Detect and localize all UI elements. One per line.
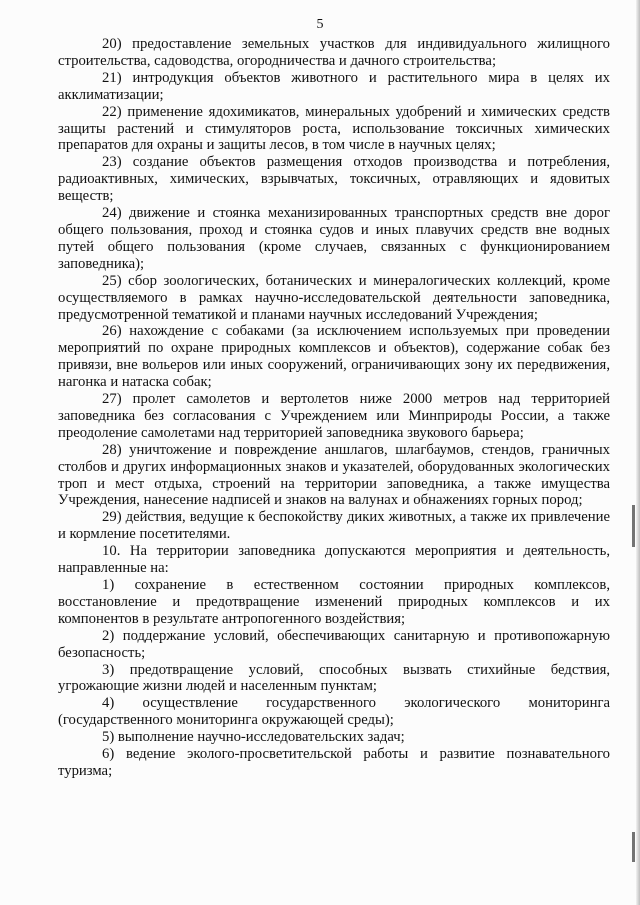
allowed-activity-4: 4) осуществление государственного экологического мониторинга (государственного мониторинга окружающей среды); bbox=[58, 695, 610, 729]
allowed-activity-5: 5) выполнение научно-исследовательских задач; bbox=[102, 729, 405, 746]
scan-mark bbox=[632, 832, 635, 862]
paragraph-item-24: 24) движение и стоянка механизированных транспортных средств вне дорог общего пользования, проход и стоянка судов и иных плавучих средств вне водных путей общего пользования (кроме случаев, связанных с функционированием заповедника); bbox=[58, 205, 610, 272]
paragraph-item-29: 29) действия, ведущие к беспокойству диких животных, а также их привлечение и кормление посетителями. bbox=[58, 509, 610, 543]
paragraph-item-22: 22) применение ядохимикатов, минеральных удобрений и химических средств защиты растений и стимуляторов роста, использование токсичных химических препаратов для охраны и защиты лесов, в том числе в научных целях; bbox=[58, 103, 610, 154]
document-body bbox=[58, 36, 610, 780]
paragraph-item-28: 28) уничтожение и повреждение аншлагов, шлагбаумов, стендов, граничных столбов и других информационных знаков и указателей, оборудованных экологических троп и мест отдыха, строений на территории заповедника, а также имущества Учреждения, нанесение надписей и знаков на валунах и обнажениях горных пород; bbox=[58, 441, 610, 509]
allowed-activity-3: 3) предотвращение условий, способных вызвать стихийные бедствия, угрожающие жизни людей и населенным пунктам; bbox=[58, 661, 610, 695]
paragraph-item-26: 26) нахождение с собаками (за исключением используемых при проведении мероприятий по охране природных комплексов и объектов), содержание собак без привязи, вне вольеров или иных сооружений, ограничивающих зону их передвижения, нагонка и натаска собак; bbox=[58, 323, 610, 391]
allowed-activity-2: 2) поддержание условий, обеспечивающих санитарную и противопожарную безопасность; bbox=[58, 627, 610, 661]
paragraph-item-23: 23) создание объектов размещения отходов производства и потребления, радиоактивных, химических, взрывчатых, токсичных, отравляющих и ядовитых веществ; bbox=[58, 154, 610, 205]
allowed-activity-6: 6) ведение эколого-просветительской работы и развитие познавательного туризма; bbox=[58, 746, 610, 779]
paragraph-item-21: 21) интродукция объектов животного и растительного мира в целях их акклиматизации; bbox=[58, 69, 610, 103]
paragraph-item-20: 20) предоставление земельных участков для индивидуального жилищного строительства, садоводства, огородничества и дачного строительства; bbox=[58, 36, 610, 69]
paragraph-item-27: 27) пролет самолетов и вертолетов ниже 2000 метров над территорией заповедника без согласования с Учреждением или Минприроды России, а также преодоление самолетами над территорией заповедника звукового барьера; bbox=[58, 391, 610, 441]
paragraph-item-25: 25) сбор зоологических, ботанических и минералогических коллекций, кроме осуществляемого в рамках научно-исследовательской деятельности заповедника, предусмотренной тематикой и планами научных исследований Учреждения; bbox=[58, 272, 610, 323]
page-number: 5 bbox=[316, 17, 324, 32]
scan-mark bbox=[632, 505, 635, 547]
section-10-heading: 10. На территории заповедника допускаются мероприятия и деятельность, направленные на: bbox=[58, 543, 610, 577]
scan-edge-shadow bbox=[636, 0, 640, 905]
allowed-activity-1: 1) сохранение в естественном состоянии природных комплексов, восстановление и предотвращение изменений природных комплексов и их компонентов в результате антропогенного воздействия; bbox=[58, 577, 610, 627]
